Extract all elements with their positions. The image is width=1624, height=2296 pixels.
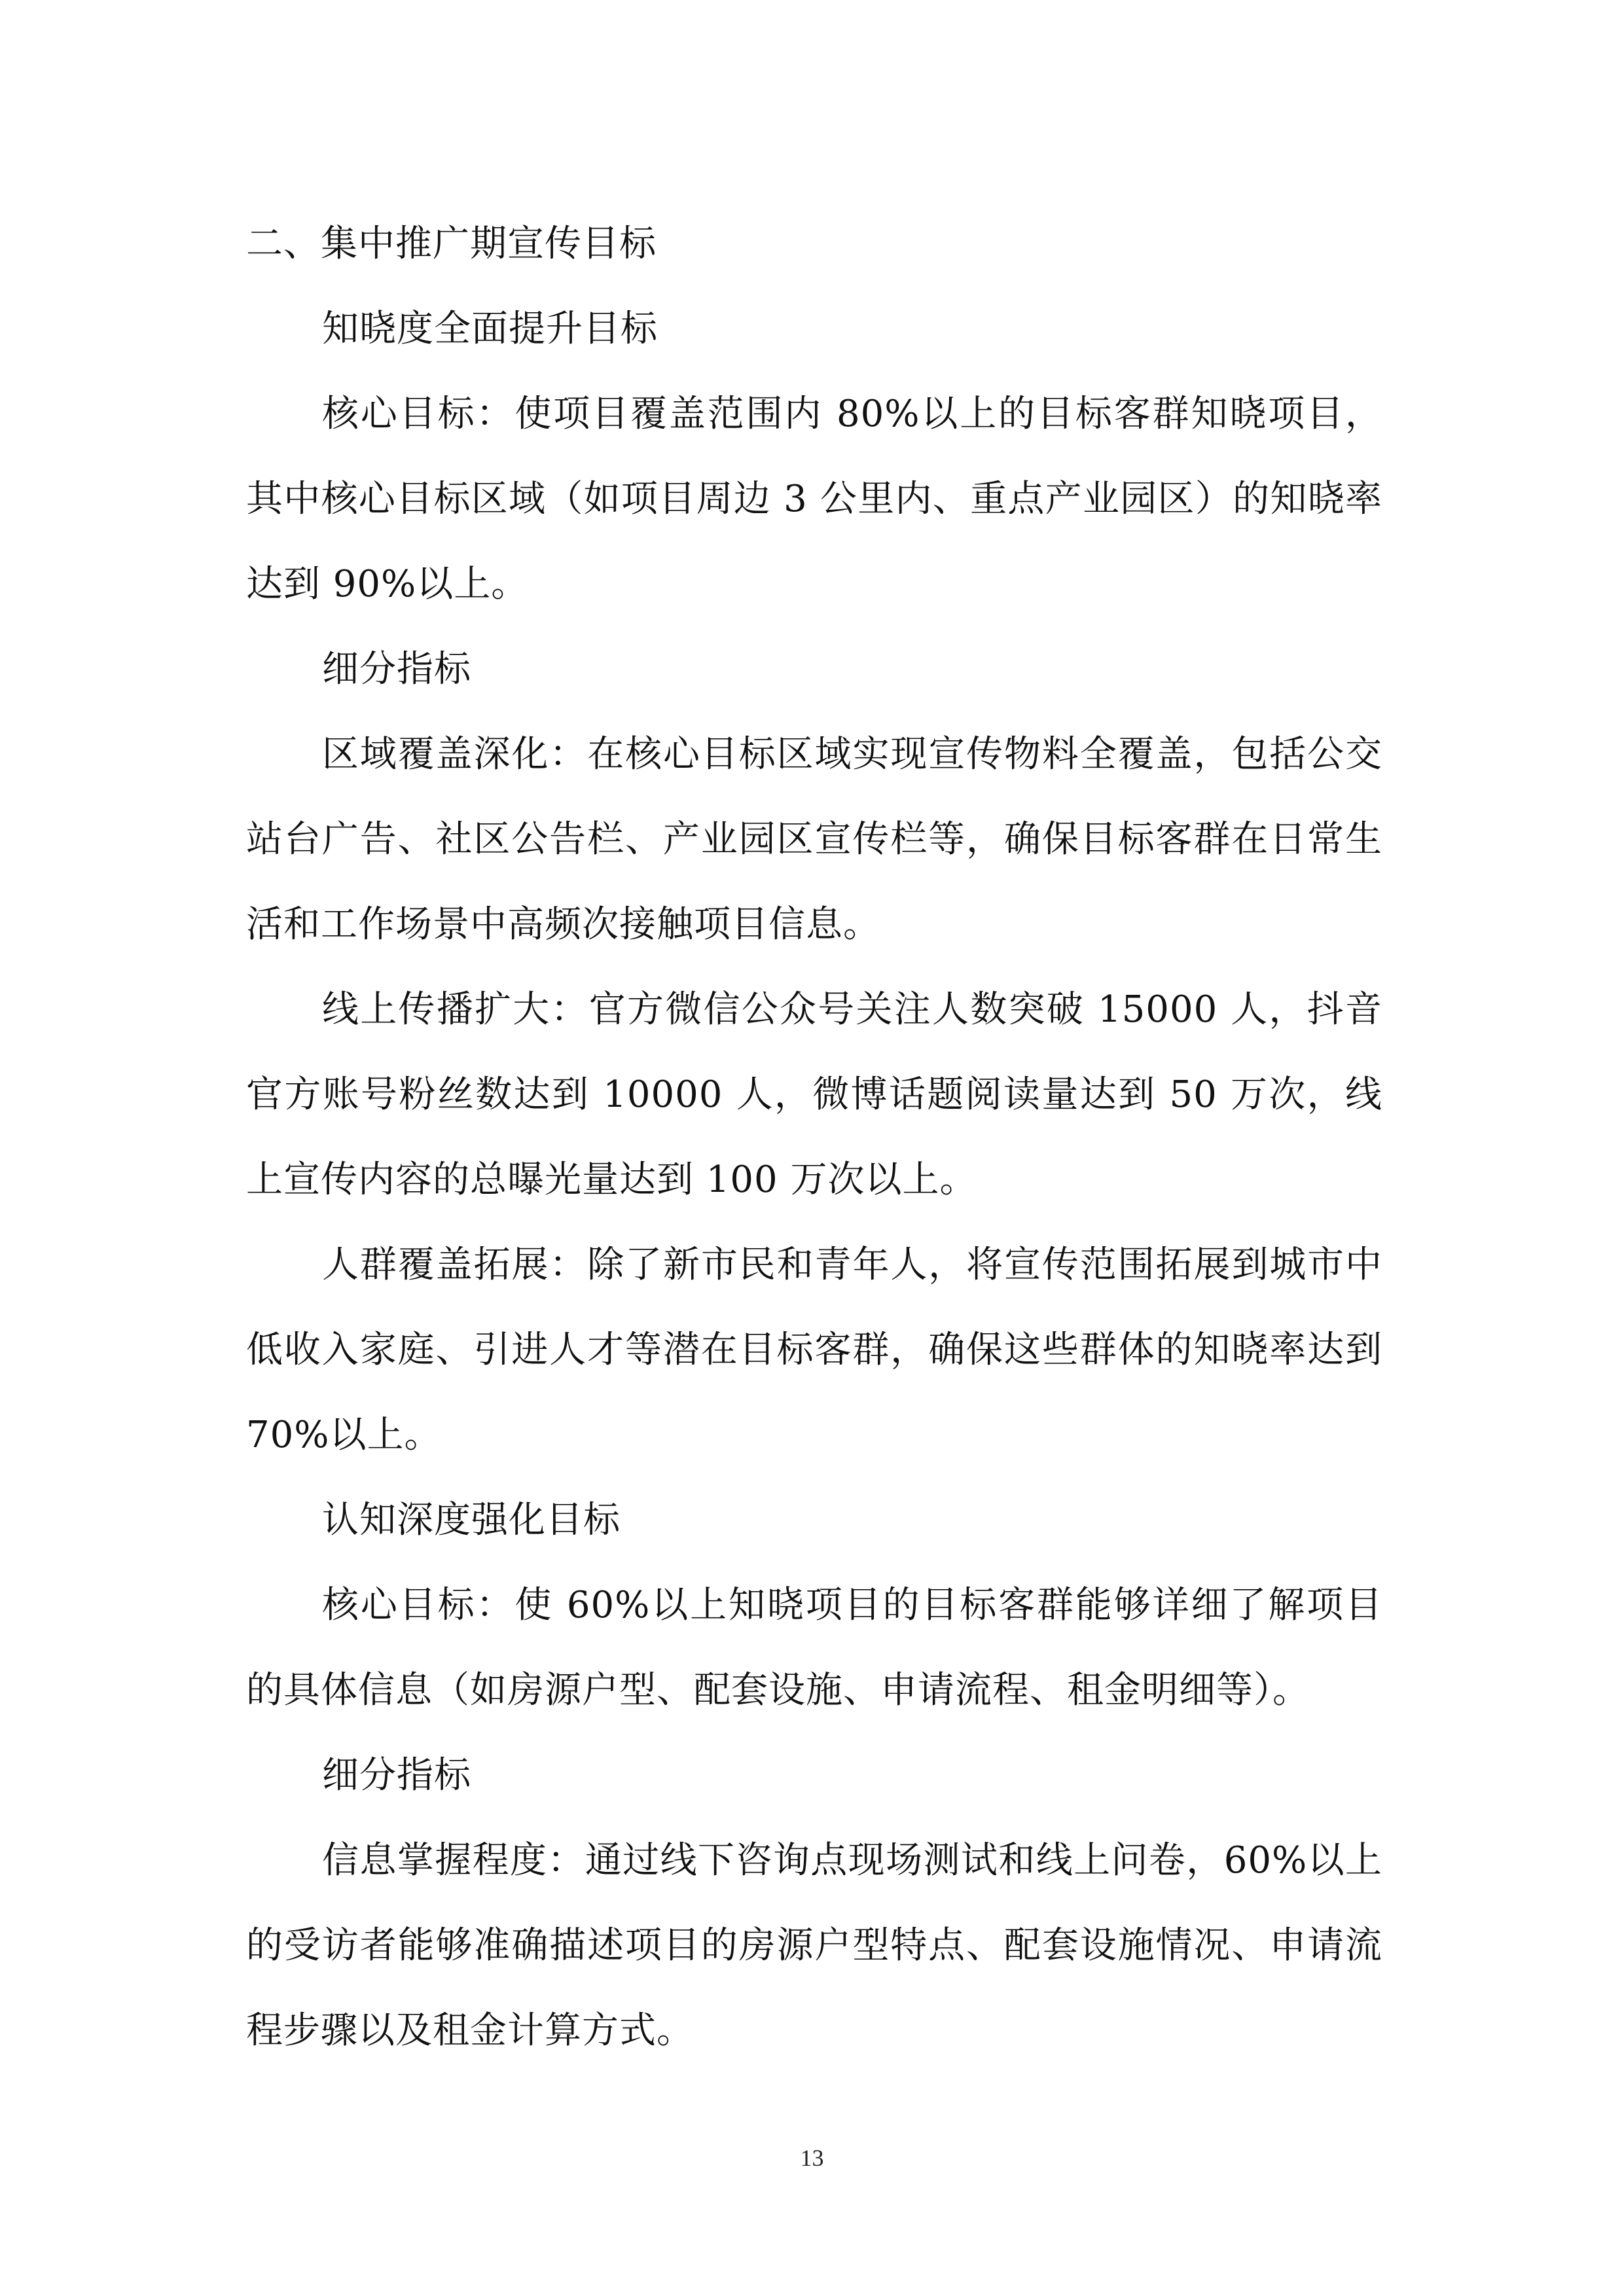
page-number: 13 <box>800 2145 824 2171</box>
section-heading: 二、集中推广期宣传目标 <box>246 223 657 265</box>
paragraph-information-mastery: 信息掌握程度：通过线下咨询点现场测试和线上问卷，60%以上的受访者能够准确描述项目的房源户型特点、配套设施情况、申请流程步骤以及租金计算方式。 <box>246 1839 1382 2052</box>
paragraph-core-goal-cognition: 核心目标：使 60%以上知晓项目的目标客群能够详细了解项目的具体信息（如房源户型、配套设施、申请流程、租金明细等）。 <box>246 1584 1382 1712</box>
subheading-detailed-indicators: 细分指标 <box>322 648 471 691</box>
paragraph-core-goal-awareness: 核心目标：使项目覆盖范围内 80%以上的目标客群知晓项目，其中核心目标区域（如项目周边 3 公里内、重点产业园区）的知晓率达到 90%以上。 <box>246 393 1382 605</box>
subheading-awareness-goal: 知晓度全面提升目标 <box>322 308 658 350</box>
paragraph-regional-coverage: 区域覆盖深化：在核心目标区域实现宣传物料全覆盖，包括公交站台广告、社区公告栏、产业园区宣传栏等，确保目标客群在日常生活和工作场景中高频次接触项目信息。 <box>246 733 1382 946</box>
subheading-cognition-goal: 认知深度强化目标 <box>322 1499 621 1541</box>
body-text <box>246 202 1382 2073</box>
paragraph-audience-expansion: 人群覆盖拓展：除了新市民和青年人，将宣传范围拓展到城市中低收入家庭、引进人才等潜在目标客群，确保这些群体的知晓率达到 70%以上。 <box>246 1244 1382 1456</box>
paragraph-online-spread: 线上传播扩大：官方微信公众号关注人数突破 15000 人，抖音官方账号粉丝数达到 10000 人，微博话题阅读量达到 50 万次，线上宣传内容的总曝光量达到 100 万次以上。 <box>246 988 1382 1201</box>
subheading-detailed-indicators-2: 细分指标 <box>322 1754 471 1797</box>
